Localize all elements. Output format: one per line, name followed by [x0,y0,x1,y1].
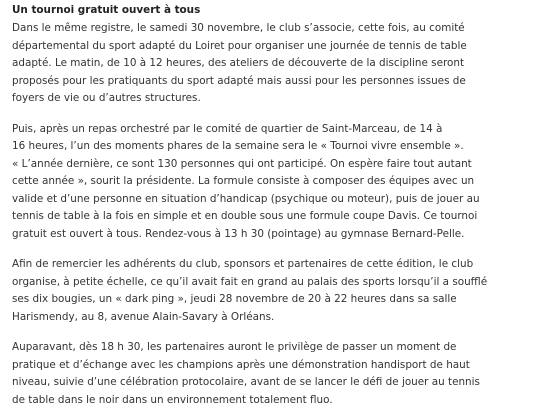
paragraph-line: de table dans le noir dans un environnement totalement fluo. [12,393,333,406]
paragraph-3 [12,256,540,326]
paragraph-line: adapté. Le matin, de 10 à 12 heures, des ateliers de découverte de la discipline seront [12,57,465,69]
paragraph-line: Harismendy, au 8, avenue Alain-Savary à Orléans. [12,310,275,323]
paragraph-line: pratique et d’échange avec les champions après une démonstration handisport de haut [12,358,470,371]
paragraph-line: niveau, suivie d’une célébration protocolaire, avant de se lancer le défi de jouer au tennis [12,376,480,388]
paragraph-line: Afin de remercier les adhérents du club, sponsors et partenaires de cette édition, le club [12,258,474,270]
paragraph-line: tennis de table à la fois en simple et en double sous une formule coupe Davis. Ce tournoi [12,210,478,222]
paragraph-line: Dans le même registre, le samedi 30 novembre, le club s’associe, cette fois, au comité [12,22,465,34]
paragraph-line: gratuit est ouvert à tous. Rendez-vous à 13 h 30 (pointage) au gymnase Bernard-Pelle. [12,227,465,240]
paragraph-line: Auparavant, dès 18 h 30, les partenaires auront le privilège de passer un moment de [12,341,457,353]
paragraph-line: foyers de vie ou d’autres structures. [12,92,201,104]
paragraph-line: 16 heures, l’un des moments phares de la semaine sera le « Tournoi vivre ensemble ». [12,140,464,152]
paragraph-line: ses dix bougies, un « dark ping », jeudi 28 novembre de 20 à 22 heures dans sa salle [12,293,457,305]
paragraph-1 [12,20,540,108]
paragraph-line: valide et d’une personne en situation d’handicap (psychique ou moteur), puis de jouer au [12,192,480,205]
paragraph-line: Puis, après un repas orchestré par le comité de quartier de Saint-Marceau, de 14 à [12,122,443,135]
paragraph-2 [12,121,540,244]
paragraph-4 [12,339,540,409]
paragraph-line: organise, à petite échelle, ce qu’il avait fait en grand au palais des sports lorsqu’il a soufflé [12,275,488,288]
paragraph-line: « L’année dernière, ce sont 130 personnes qui ont participé. On espère faire tout autant [12,157,472,170]
paragraph-line: départemental du sport adapté du Loiret pour organiser une journée de tennis de table [12,39,467,52]
section-heading: Un tournoi gratuit ouvert à tous [12,4,201,16]
paragraph-line: proposés pour les pratiquants du sport adapté mais aussi pour les personnes issues de [12,74,466,87]
paragraph-line: cette année », sourit la présidente. La formule consiste à composer des équipes avec un [12,175,475,187]
